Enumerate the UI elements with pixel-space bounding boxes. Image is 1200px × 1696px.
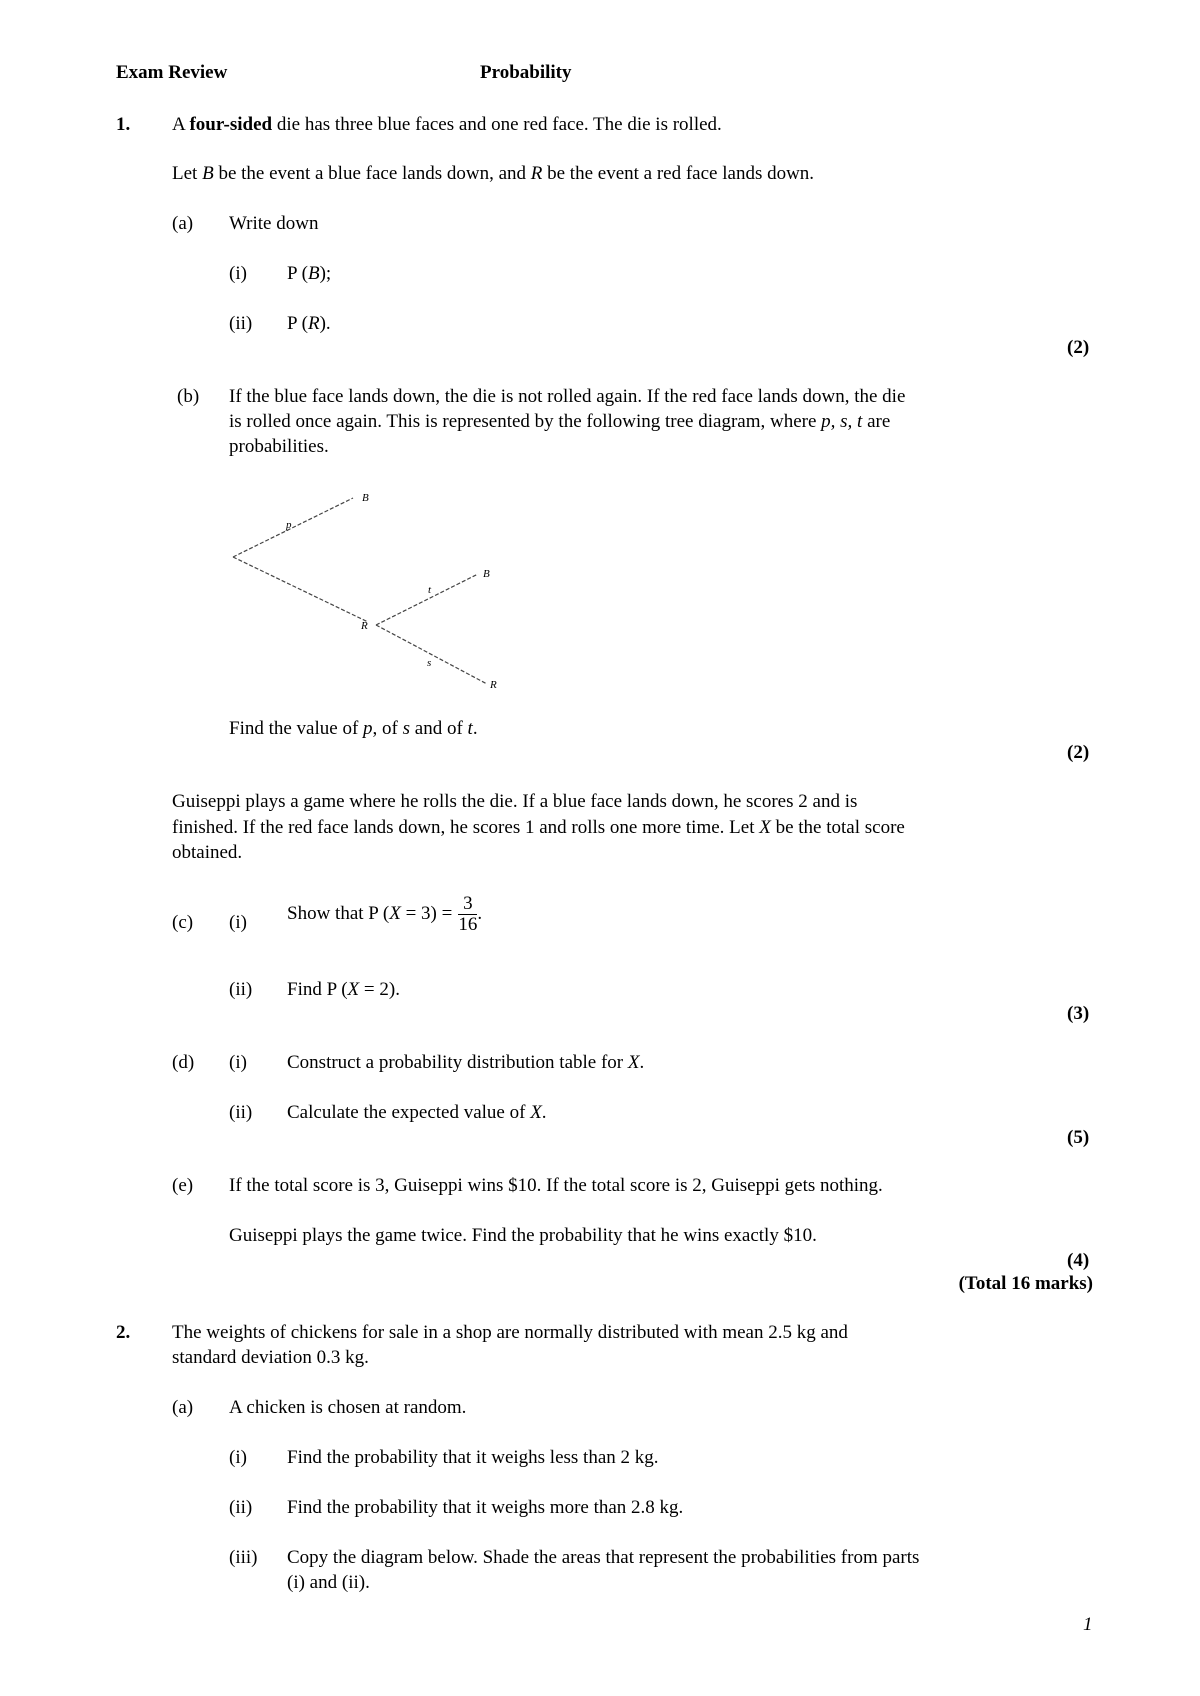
part-a-i-text [287, 263, 331, 285]
tree-branches [233, 498, 487, 684]
text: P ( [287, 263, 308, 284]
text: = 3) = [400, 902, 453, 924]
part-a-ii-text [287, 313, 331, 335]
part-a-ii-label: (ii) [229, 313, 253, 334]
label-r2: R [490, 679, 497, 691]
q2-part-a-i-label: (i) [229, 1447, 247, 1468]
tree-diagram [225, 485, 515, 695]
label-r1: R [361, 620, 368, 632]
header-title: Probability [480, 62, 572, 83]
q2-part-a-text: A chicken is chosen at random. [229, 1397, 467, 1418]
label-t: t [428, 584, 432, 596]
text: are [862, 411, 891, 432]
var-b: B [202, 163, 214, 184]
part-c-i-text [287, 894, 482, 935]
header-left: Exam Review [116, 62, 228, 83]
text: . [472, 718, 478, 739]
part-a-text: Write down [229, 213, 319, 234]
question-2-number: 2. [116, 1322, 131, 1343]
part-c-ii-label: (ii) [229, 979, 253, 1000]
text: ); [319, 263, 332, 284]
text: Construct a probability distribution table for [287, 1052, 628, 1073]
event-definition [172, 163, 814, 185]
intro-text-rest: die has three blue faces and one red face. The die is rolled. [272, 114, 722, 135]
text: be the event a blue face lands down, and [213, 163, 531, 184]
four-sided-term: four-sided [189, 114, 273, 135]
var-t: t [467, 718, 473, 739]
game-line2 [172, 817, 905, 839]
text: Find the value of [229, 718, 364, 739]
marks-c: (3) [1067, 1003, 1090, 1024]
part-d-ii-label: (ii) [229, 1102, 253, 1123]
branch-r-b [376, 574, 478, 625]
question-2-line1: The weights of chickens for sale in a shop are normally distributed with mean 2.5 kg and [172, 1322, 848, 1343]
marks-d: (5) [1067, 1127, 1090, 1148]
part-b-line2 [229, 411, 890, 433]
text: be the total score [770, 817, 905, 838]
text: be the event a red face lands down. [542, 163, 815, 184]
part-b-find [229, 718, 478, 740]
text: . [477, 902, 483, 924]
var-x: X [530, 1102, 542, 1123]
label-b1: B [362, 492, 369, 504]
fraction [458, 894, 477, 935]
text: ). [319, 313, 331, 334]
part-e-label: (e) [172, 1175, 194, 1196]
text: = 2). [359, 979, 400, 1000]
text: . [541, 1102, 547, 1123]
label-p: p [286, 519, 292, 531]
text: . [639, 1052, 645, 1073]
q2-part-a-i-text: Find the probability that it weighs less than 2 kg. [287, 1447, 659, 1468]
fraction-numerator: 3 [458, 894, 477, 915]
question-1-number: 1. [116, 114, 131, 135]
text: is rolled once again. This is represented by the following tree diagram, where [229, 411, 822, 432]
q2-part-a-iii-label: (iii) [229, 1547, 258, 1568]
text: P ( [287, 313, 308, 334]
part-d-i-text [287, 1052, 644, 1074]
text: Find P ( [287, 979, 348, 1000]
text: Calculate the expected value of [287, 1102, 531, 1123]
text: , of [372, 718, 403, 739]
q2-part-a-label: (a) [172, 1397, 194, 1418]
part-e-line2: Guiseppi plays the game twice. Find the probability that he wins exactly $10. [229, 1225, 817, 1246]
label-s: s [427, 657, 432, 669]
q2-part-a-ii-label: (ii) [229, 1497, 253, 1518]
part-e-line1: If the total score is 3, Guiseppi wins $10. If the total score is 2, Guiseppi gets nothing. [229, 1175, 883, 1196]
text: Show that P ( [287, 902, 390, 924]
text: Let [172, 163, 203, 184]
q2-part-a-iii-line1: Copy the diagram below. Shade the areas that represent the probabilities from parts [287, 1547, 920, 1568]
var-x: X [627, 1052, 640, 1073]
var: R [307, 313, 320, 334]
total-marks: (Total 16 marks) [958, 1273, 1093, 1294]
var: B [307, 263, 320, 284]
part-c-i-label: (i) [229, 912, 247, 933]
branch-r-r [376, 625, 487, 684]
text: finished. If the red face lands down, he scores 1 and rolls one more time. Let [172, 817, 760, 838]
part-d-i-label: (i) [229, 1052, 247, 1073]
page-number: 1 [1083, 1614, 1093, 1635]
var-s: s [402, 718, 411, 739]
part-b-line1: If the blue face lands down, the die is not rolled again. If the red face lands down, the die [229, 386, 906, 407]
label-b2: B [483, 568, 490, 580]
vars: p, s, t [821, 411, 863, 432]
marks-b: (2) [1067, 742, 1090, 763]
part-d-ii-text [287, 1102, 547, 1124]
part-b-line3: probabilities. [229, 436, 329, 457]
marks-e: (4) [1067, 1250, 1090, 1271]
marks-a: (2) [1067, 337, 1090, 358]
part-c-ii-text [287, 979, 400, 1001]
part-d-label: (d) [172, 1052, 195, 1073]
question-1-intro [172, 114, 722, 136]
branch-root-r [233, 557, 368, 622]
branch-root-b [233, 498, 353, 557]
var-r: R [530, 163, 543, 184]
var-x: X [759, 817, 771, 838]
part-a-label: (a) [172, 213, 194, 234]
game-line1: Guiseppi plays a game where he rolls the die. If a blue face lands down, he scores 2 and is [172, 791, 858, 812]
q2-part-a-ii-text: Find the probability that it weighs more than 2.8 kg. [287, 1497, 684, 1518]
var-x: X [389, 902, 401, 924]
part-a-i-label: (i) [229, 263, 247, 284]
text: and of [410, 718, 468, 739]
part-b-label: (b) [177, 386, 200, 407]
fraction-denominator: 16 [458, 914, 478, 935]
part-c-label: (c) [172, 912, 194, 933]
var-x: X [347, 979, 360, 1000]
question-2-line2: standard deviation 0.3 kg. [172, 1347, 369, 1368]
q2-part-a-iii-line2: (i) and (ii). [287, 1572, 370, 1593]
var-p: p [363, 718, 373, 739]
game-line3: obtained. [172, 842, 243, 863]
intro-text: A [172, 114, 190, 135]
